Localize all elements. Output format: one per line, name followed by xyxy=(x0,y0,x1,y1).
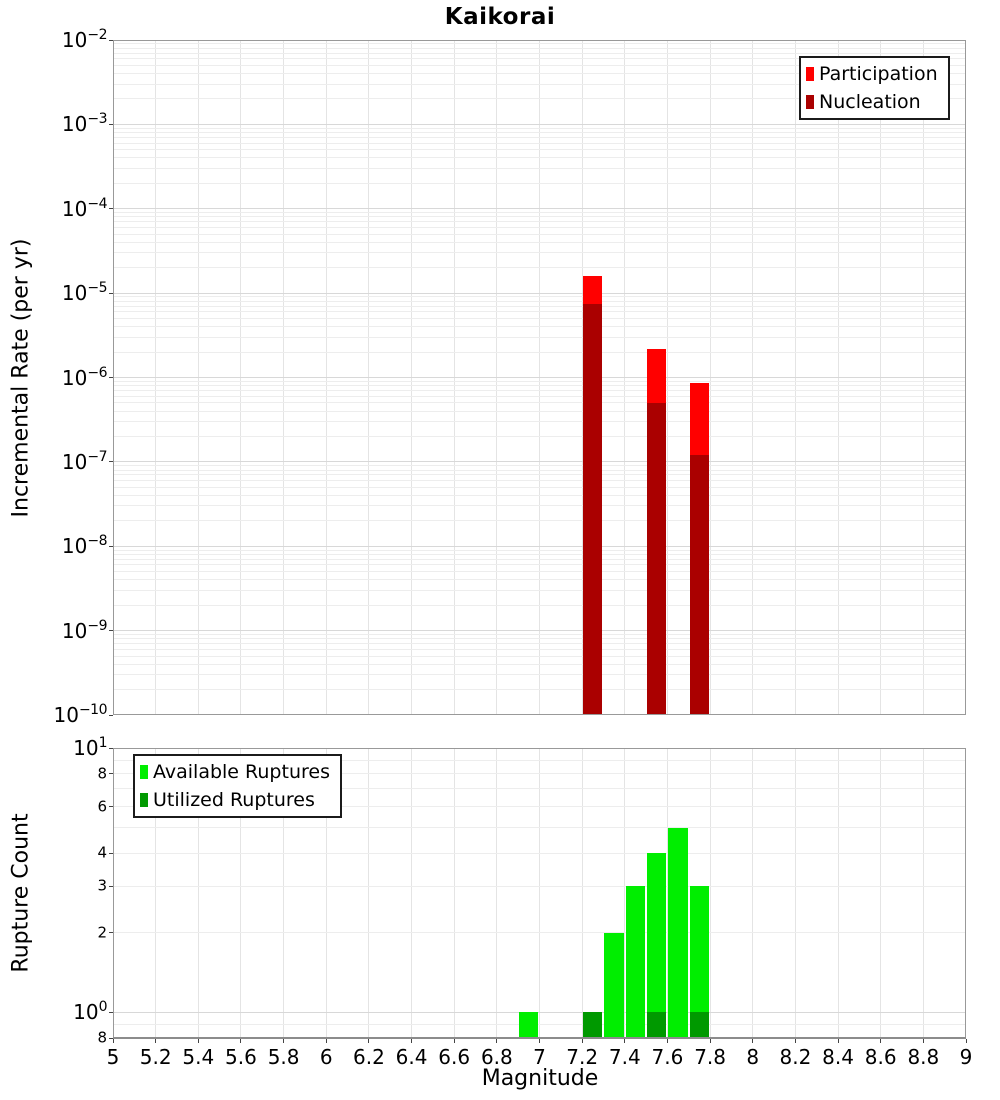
available-ruptures-swatch xyxy=(140,765,148,779)
x-tick-label: 7.8 xyxy=(694,1045,726,1069)
y-tick-label: 8 xyxy=(97,1028,107,1047)
y-tick-label: 6 xyxy=(97,797,107,816)
x-tick-mark xyxy=(411,1039,412,1043)
x-tick-mark xyxy=(923,1039,924,1043)
y-tick-label: $10^{-4}$ xyxy=(61,195,107,221)
x-tick-mark xyxy=(752,1039,753,1043)
x-tick-mark xyxy=(454,1039,455,1043)
x-tick-label: 7 xyxy=(533,1045,546,1069)
y-tick-label: $10^{-10}$ xyxy=(53,702,107,727)
y-tick-label: 2 xyxy=(97,923,107,942)
x-tick-label: 9 xyxy=(959,1045,973,1069)
legend-rate-chart xyxy=(799,56,950,120)
utilized-ruptures-swatch xyxy=(140,793,148,807)
x-tick-label: 8.2 xyxy=(779,1045,812,1069)
legend-item-participation xyxy=(806,60,938,88)
x-tick-mark xyxy=(113,1039,114,1043)
legend-label-utilized-ruptures: Utilized Ruptures xyxy=(153,789,315,811)
x-tick-mark xyxy=(539,1039,540,1043)
y-tick-label: $10^{-6}$ xyxy=(61,364,107,390)
x-tick-mark xyxy=(368,1039,369,1043)
x-tick-label: 5.4 xyxy=(182,1045,215,1069)
y-tick-label: $10^{-3}$ xyxy=(61,111,107,137)
x-tick-mark xyxy=(966,1039,967,1043)
legend-count-chart xyxy=(133,754,342,818)
x-tick-label: 6.6 xyxy=(438,1045,471,1069)
x-tick-mark xyxy=(582,1039,583,1043)
participation-swatch xyxy=(806,67,814,81)
x-tick-mark xyxy=(155,1039,156,1043)
x-tick-mark xyxy=(240,1039,241,1043)
x-tick-label: 8.8 xyxy=(907,1045,940,1069)
y-axis-label-incremental-rate: Incremental Rate (per yr) xyxy=(8,238,34,518)
x-tick-mark xyxy=(710,1039,711,1043)
y-axis-label-rupture-count: Rupture Count xyxy=(8,813,34,973)
x-tick-mark xyxy=(326,1039,327,1043)
chart-title: Kaikorai xyxy=(444,4,556,30)
x-tick-label: 5 xyxy=(106,1045,120,1069)
legend-item-available-ruptures xyxy=(140,758,330,786)
x-tick-label: 8 xyxy=(746,1045,760,1069)
y-tick-label: $10^{-2}$ xyxy=(61,27,107,52)
y-tick-label: 3 xyxy=(97,876,107,895)
y-tick-mark xyxy=(109,806,113,807)
y-tick-mark xyxy=(109,773,113,774)
x-tick-mark xyxy=(795,1039,796,1043)
y-tick-mark xyxy=(109,886,113,887)
legend-label-available-ruptures: Available Ruptures xyxy=(153,761,330,783)
x-tick-mark xyxy=(198,1039,199,1043)
x-tick-label: 6.8 xyxy=(480,1045,513,1069)
x-tick-label: 7.2 xyxy=(566,1045,599,1069)
y-tick-mark xyxy=(109,748,113,749)
legend-label-participation: Participation xyxy=(819,63,938,85)
x-tick-mark xyxy=(667,1039,668,1043)
legend-item-nucleation xyxy=(806,88,938,116)
x-tick-label: 6.2 xyxy=(352,1045,385,1069)
x-tick-label: 8.6 xyxy=(864,1045,897,1069)
y-tick-mark xyxy=(109,1012,113,1013)
x-tick-mark xyxy=(838,1039,839,1043)
x-tick-mark xyxy=(624,1039,625,1043)
x-tick-mark xyxy=(496,1039,497,1043)
legend-label-nucleation: Nucleation xyxy=(819,91,921,113)
x-axis-label-magnitude: Magnitude xyxy=(481,1066,599,1091)
legend-item-utilized-ruptures xyxy=(140,786,330,814)
x-tick-label: 7.4 xyxy=(608,1045,641,1069)
x-tick-label: 5.8 xyxy=(267,1045,300,1069)
x-tick-mark xyxy=(283,1039,284,1043)
x-tick-label: 5.6 xyxy=(225,1045,257,1069)
y-tick-mark xyxy=(109,932,113,933)
nucleation-swatch xyxy=(806,95,814,109)
y-tick-label: $10^{-7}$ xyxy=(61,448,107,474)
y-tick-label: 4 xyxy=(97,843,107,862)
y-tick-label: $10^1$ xyxy=(73,735,107,760)
y-tick-label: $10^{-5}$ xyxy=(61,280,107,306)
x-tick-label: 7.6 xyxy=(651,1045,684,1069)
x-tick-label: 8.4 xyxy=(822,1045,854,1069)
x-tick-label: 5.2 xyxy=(139,1045,172,1069)
y-tick-mark xyxy=(109,853,113,854)
y-tick-label: $10^{-9}$ xyxy=(61,617,107,643)
x-tick-label: 6.4 xyxy=(395,1045,428,1069)
y-tick-label: $10^0$ xyxy=(73,999,107,1025)
y-tick-label: $10^{-8}$ xyxy=(61,533,107,559)
y-tick-label: 8 xyxy=(97,764,107,783)
x-tick-mark xyxy=(880,1039,881,1043)
x-tick-label: 6 xyxy=(319,1045,333,1069)
